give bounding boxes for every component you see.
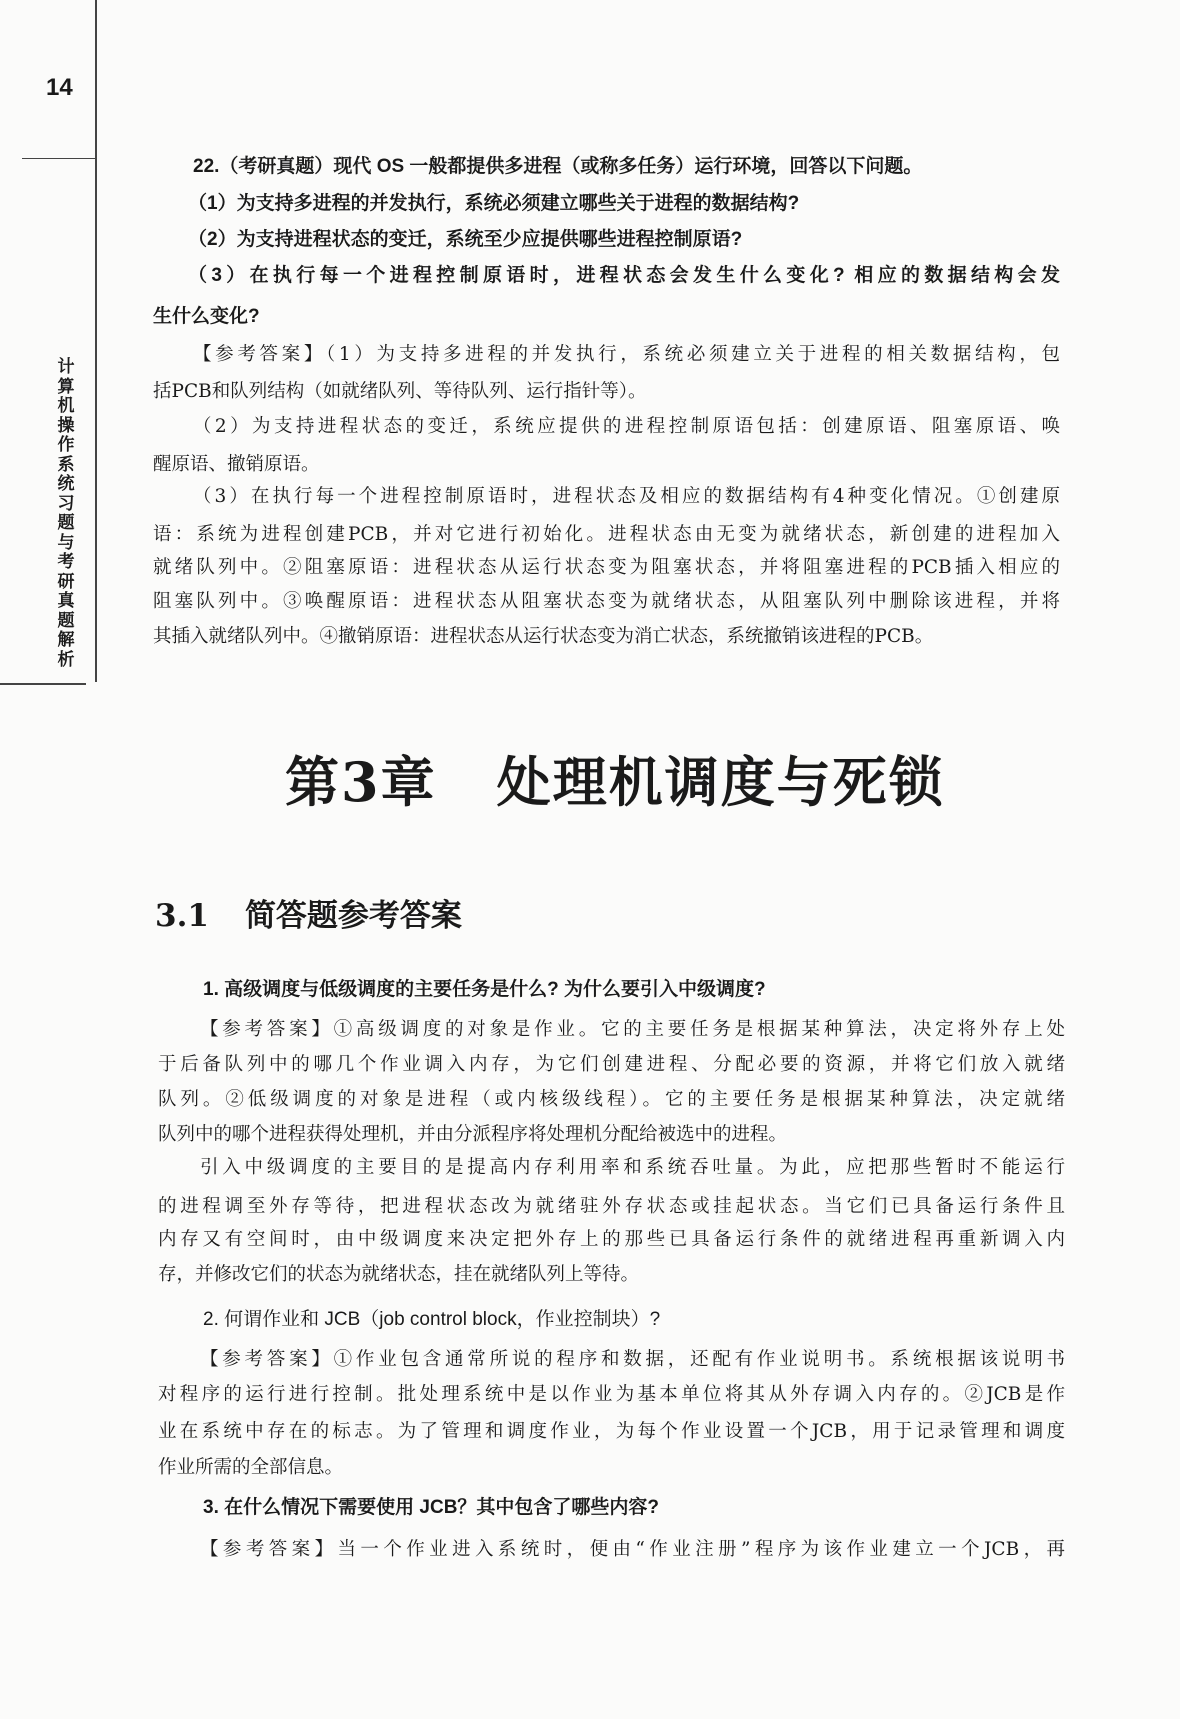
question-22: 22.（考研真题）现代 OS 一般都提供多进程（或称多任务）运行环境，回答以下问题。 <box>193 156 923 177</box>
answer-1-line: 引入中级调度的主要目的是提高内存利用率和系统吞吐量。为此，应把那些暂时不能运行 <box>200 1157 1065 1178</box>
page-number: 14 <box>46 74 73 101</box>
answer-1-line: 队列中的哪个进程获得处理机，并由分派程序将处理机分配给被选中的进程。 <box>158 1124 788 1145</box>
question-1: 1. 高级调度与低级调度的主要任务是什么? 为什么要引入中级调度? <box>203 979 766 1000</box>
running-header-vertical: 计算机操作系统习题与考研真题解析 <box>57 357 75 670</box>
answer-2-line: 作业所需的全部信息。 <box>158 1457 344 1478</box>
answer-22-line: 就绪队列中。②阻塞原语：进程状态从运行状态变为阻塞状态，并将阻塞进程的PCB插入相应的 <box>153 557 1060 578</box>
chapter-number: 第3章 <box>285 750 437 814</box>
question-22-part-1: （1）为支持多进程的并发执行，系统必须建立哪些关于进程的数据结构? <box>188 193 800 214</box>
answer-22-line: 括PCB和队列结构（如就绪队列、等待队列、运行指针等）。 <box>153 381 647 402</box>
question-22-part-3: （3）在执行每一个进程控制原语时，进程状态会发生什么变化? 相应的数据结构会发 <box>188 265 1060 286</box>
answer-1-line: 队列。②低级调度的对象是进程（或内核级线程）。它的主要任务是根据某种算法，决定就绪 <box>158 1089 1065 1110</box>
section-title: 简答题参考答案 <box>244 898 462 934</box>
answer-1-line: 存，并修改它们的状态为就绪状态，挂在就绪队列上等待。 <box>158 1264 640 1285</box>
answer-1-line: 【参考答案】①高级调度的对象是作业。它的主要任务是根据某种算法，决定将外存上处 <box>200 1019 1065 1040</box>
answer-22-line: 阻塞队列中。③唤醒原语：进程状态从阻塞状态变为就绪状态，从阻塞队列中删除该进程，并将 <box>153 591 1060 612</box>
question-2: 2. 何谓作业和 JCB（job control block，作业控制块）? <box>203 1309 661 1330</box>
answer-22-line: 【参考答案】（1）为支持多进程的并发执行，系统必须建立关于进程的相关数据结构，包 <box>193 344 1060 365</box>
answer-1-line: 于后备队列中的哪几个作业调入内存，为它们创建进程、分配必要的资源，并将它们放入就绪 <box>158 1054 1065 1075</box>
answer-1-line: 的进程调至外存等待，把进程状态改为就绪驻外存状态或挂起状态。当它们已具备运行条件且 <box>158 1196 1065 1217</box>
question-22-part-3-cont: 生什么变化? <box>153 306 260 327</box>
answer-22-line: 语：系统为进程创建PCB，并对它进行初始化。进程状态由无变为就绪状态，新创建的进程加入 <box>153 524 1060 545</box>
margin-rule-vertical <box>95 0 97 682</box>
question-3: 3. 在什么情况下需要使用 JCB？其中包含了哪些内容? <box>203 1497 660 1518</box>
answer-22-line: （2）为支持进程状态的变迁，系统应提供的进程控制原语包括：创建原语、阻塞原语、唤 <box>193 416 1060 437</box>
section-number: 3.1 <box>155 898 209 934</box>
answer-22-line: （3）在执行每一个进程控制原语时，进程状态及相应的数据结构有4种变化情况。①创建原 <box>193 486 1060 507</box>
section-heading <box>155 890 462 935</box>
margin-rule-bottom <box>0 683 86 685</box>
margin-rule-horizontal <box>22 158 97 159</box>
answer-3-line: 【参考答案】当一个作业进入系统时，便由“作业注册”程序为该作业建立一个JCB，再 <box>200 1539 1065 1560</box>
answer-22-line: 其插入就绪队列中。④撤销原语：进程状态从运行状态变为消亡状态，系统撤销该进程的PCB。 <box>153 626 934 647</box>
answer-2-line: 业在系统中存在的标志。为了管理和调度作业，为每个作业设置一个JCB，用于记录管理和调度 <box>158 1421 1065 1442</box>
answer-2-line: 【参考答案】①作业包含通常所说的程序和数据，还配有作业说明书。系统根据该说明书 <box>200 1349 1065 1370</box>
answer-2-line: 对程序的运行进行控制。批处理系统中是以作业为基本单位将其从外存调入内存的。②JCB是作 <box>158 1384 1065 1405</box>
answer-22-line: 醒原语、撤销原语。 <box>153 454 320 475</box>
chapter-title <box>285 740 945 817</box>
answer-1-line: 内存又有空间时，由中级调度来决定把外存上的那些已具备运行条件的就绪进程再重新调入内 <box>158 1229 1065 1250</box>
chapter-name: 处理机调度与死锁 <box>496 750 945 814</box>
question-22-part-2: （2）为支持进程状态的变迁，系统至少应提供哪些进程控制原语? <box>188 229 743 250</box>
